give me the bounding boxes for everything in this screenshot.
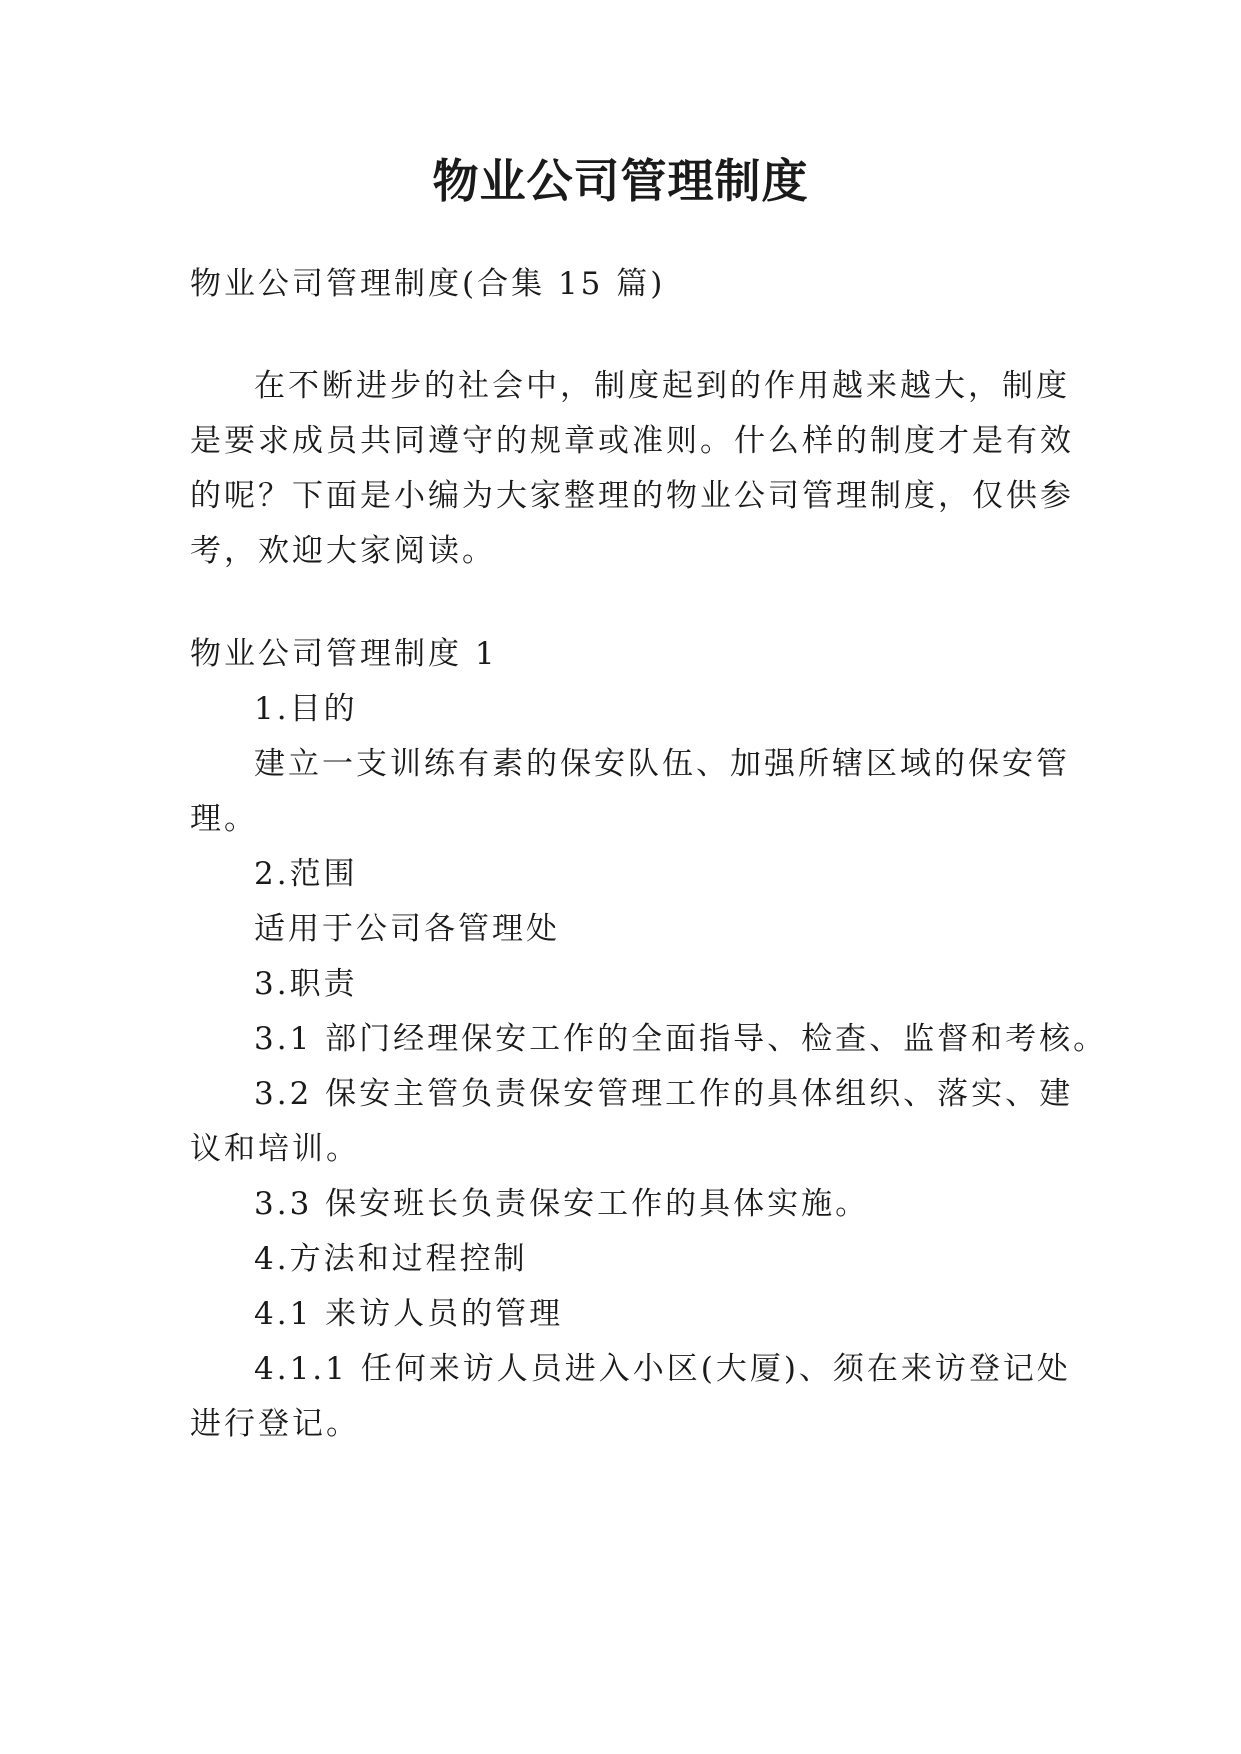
body-line: 建立一支训练有素的保安队伍、加强所辖区域的保安管 (254, 746, 1070, 782)
body-line: 3.职责 (254, 966, 358, 1002)
body-line: 议和培训。 (190, 1131, 360, 1167)
intro-line: 考，欢迎大家阅读。 (190, 533, 496, 569)
body-line: 4.方法和过程控制 (254, 1241, 528, 1277)
body-line: 3.3 保安班长负责保安工作的具体实施。 (254, 1186, 870, 1222)
body-line: 适用于公司各管理处 (254, 911, 560, 947)
body-line: 进行登记。 (190, 1406, 360, 1442)
body-line: 2.范围 (254, 856, 358, 892)
intro-line: 是要求成员共同遵守的规章或准则。什么样的制度才是有效 (190, 423, 1074, 459)
section-heading: 物业公司管理制度 1 (190, 636, 498, 672)
document-title: 物业公司管理制度 (432, 154, 809, 208)
body-line: 3.1 部门经理保安工作的全面指导、检查、监督和考核。 (254, 1021, 1108, 1057)
intro-line: 的呢？下面是小编为大家整理的物业公司管理制度，仅供参 (190, 478, 1074, 514)
document-subtitle: 物业公司管理制度(合集 15 篇) (190, 266, 666, 302)
body-line: 4.1.1 任何来访人员进入小区(大厦)、须在来访登记处 (254, 1351, 1071, 1387)
body-line: 理。 (190, 801, 258, 837)
body-line: 4.1 来访人员的管理 (254, 1296, 564, 1332)
body-line: 3.2 保安主管负责保安管理工作的具体组织、落实、建 (254, 1076, 1074, 1112)
intro-line: 在不断进步的社会中，制度起到的作用越来越大，制度 (254, 368, 1070, 404)
body-line: 1.目的 (254, 691, 358, 727)
